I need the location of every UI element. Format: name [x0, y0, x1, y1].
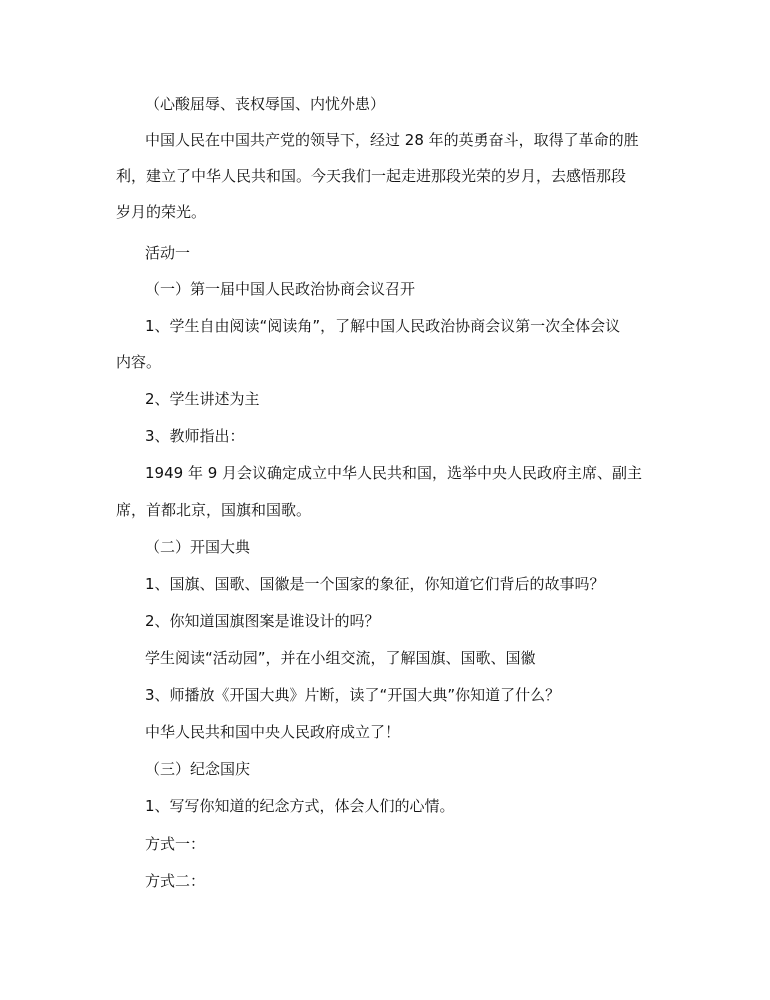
- paragraph-line: 1949 年 9 月会议确定成立中华人民共和国，选举中央人民政府主席、副主: [145, 464, 643, 482]
- paragraph-line: 席，首都北京，国旗和国歌。: [116, 501, 312, 519]
- paragraph-line: 方式一：: [145, 835, 206, 853]
- subsection-heading: （一）第一届中国人民政治协商会议召开: [145, 280, 416, 298]
- section-heading: 活动一: [145, 244, 191, 262]
- paragraph-line: 内容。: [116, 353, 162, 371]
- paragraph-line: 中国人民在中国共产党的领导下，经过 28 年的英勇奋斗，取得了革命的胜: [145, 131, 639, 149]
- paragraph-line: 3、教师指出：: [145, 427, 245, 445]
- paragraph-line: 2、你知道国旗图案是谁设计的吗？: [145, 612, 380, 630]
- subsection-heading: （二）开国大典: [145, 538, 251, 556]
- paragraph-line: 1、国旗、国歌、国徽是一个国家的象征，你知道它们背后的故事吗？: [145, 575, 605, 593]
- paragraph-line: 利，建立了中华人民共和国。今天我们一起走进那段光荣的岁月，去感悟那段: [116, 167, 627, 185]
- paragraph-line: 岁月的荣光。: [116, 203, 207, 221]
- paragraph-line: 方式二：: [145, 872, 206, 890]
- paragraph-line: （心酸屈辱、丧权辱国、内忧外患）: [145, 95, 386, 113]
- paragraph-line: 1、写写你知道的纪念方式，体会人们的心情。: [145, 797, 455, 815]
- paragraph-line: 2、学生讲述为主: [145, 390, 260, 408]
- paragraph-line: 中华人民共和国中央人民政府成立了！: [145, 723, 401, 741]
- paragraph-line: 1、学生自由阅读“阅读角”，了解中国人民政治协商会议第一次全体会议: [145, 317, 621, 335]
- subsection-heading: （三）纪念国庆: [145, 760, 251, 778]
- paragraph-line: 3、师播放《开国大典》片断，读了“开国大典”你知道了什么？: [145, 686, 561, 704]
- paragraph-line: 学生阅读“活动园”，并在小组交流，了解国旗、国歌、国徽: [145, 649, 536, 667]
